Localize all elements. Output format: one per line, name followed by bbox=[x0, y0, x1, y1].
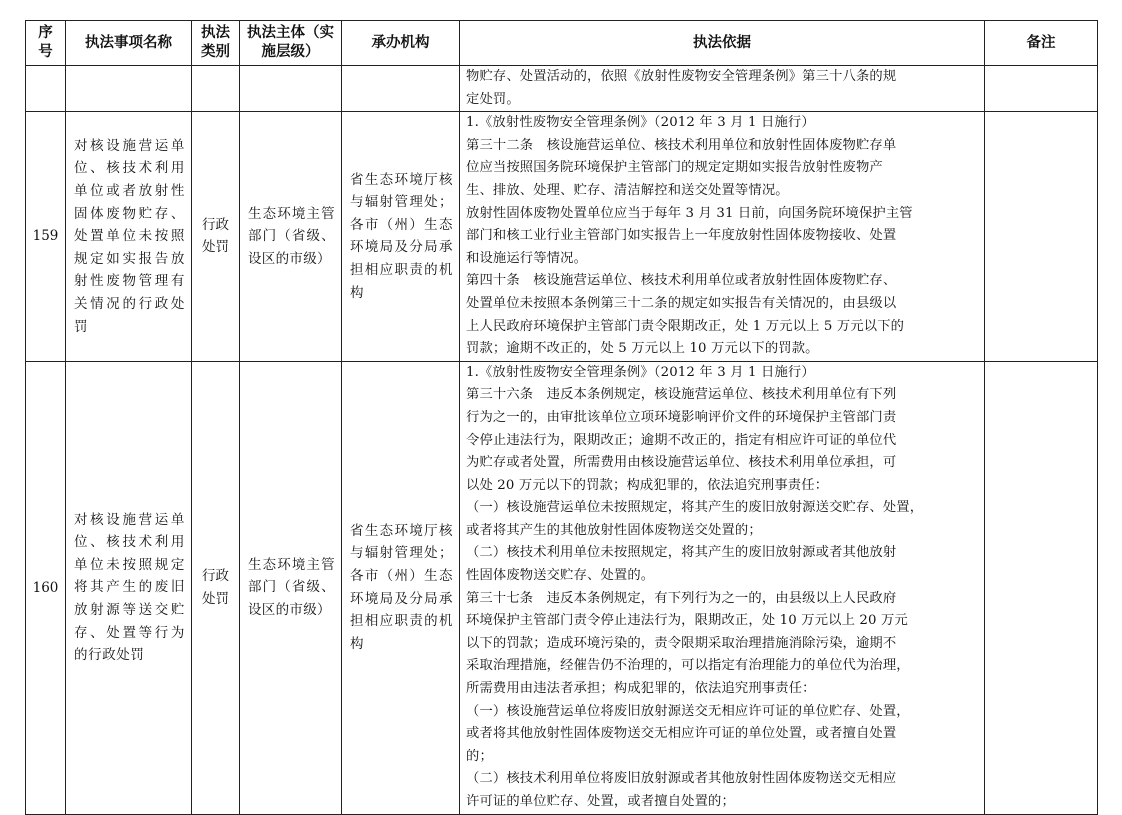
cont-category-cell bbox=[192, 66, 240, 112]
enforcement-items-table bbox=[25, 20, 1098, 815]
handling-office: 省生态环境厅核与辐射管理处；各市（州）生态环境局及分局承担相应职责的机构 bbox=[350, 171, 453, 301]
remark-cell bbox=[985, 112, 1098, 362]
category-cell bbox=[192, 112, 240, 362]
basis-line: 所需费用由违法者承担；构成犯罪的，依法追究刑事责任： bbox=[466, 681, 816, 697]
header-subject: 执法主体（实施层级） bbox=[240, 21, 342, 66]
basis-line: 第三十二条 核设施营运单位、核技术利用单位和放射性固体废物贮存单 bbox=[466, 137, 897, 153]
basis-line: （一）核设施营运单位未按照规定，将其产生的废旧放射源送交贮存、处置， bbox=[466, 500, 924, 516]
item-name: 对核设施营运单位、核技术利用单位未按照规定将其产生的废旧放射源等送交贮存、处置等行为的行政处罚 bbox=[74, 511, 185, 664]
cont-subject-cell bbox=[240, 66, 342, 112]
basis-line: 以处 20 万元以下的罚款；构成犯罪的，依法追究刑事责任： bbox=[466, 477, 829, 493]
basis-line: 的； bbox=[466, 748, 493, 764]
cont-office-cell bbox=[342, 66, 460, 112]
basis-line: 第三十七条 违反本条例规定，有下列行为之一的，由县级以上人民政府 bbox=[466, 590, 897, 606]
enforcement-subject: 生态环境主管部门（省级、设区的市级） bbox=[248, 556, 335, 618]
basis-line: 生、排放、处理、贮存、清洁解控和送交处置等情况。 bbox=[466, 182, 789, 198]
subject-cell bbox=[240, 361, 342, 814]
basis-line: 1.《放射性废物安全管理条例》（2012 年 3 月 1 日施行） bbox=[466, 364, 815, 380]
header-basis: 执法依据 bbox=[460, 21, 985, 66]
basis-line: 以下的罚款；造成环境污染的，责令限期采取治理措施消除污染，逾期不 bbox=[466, 635, 897, 651]
table-row bbox=[26, 112, 1098, 362]
handling-office: 省生态环境厅核与辐射管理处；各市（州）生态环境局及分局承担相应职责的机构 bbox=[350, 522, 453, 652]
basis-line: 1.《放射性废物安全管理条例》（2012 年 3 月 1 日施行） bbox=[466, 115, 815, 131]
basis-line: 第四十条 核设施营运单位、核技术利用单位或者放射性固体废物贮存、 bbox=[466, 273, 897, 289]
basis-line: 或者将其产生的其他放射性固体废物送交处置的； bbox=[466, 522, 762, 538]
row-number: 160 bbox=[26, 361, 66, 814]
basis-line: 部门和核工业行业主管部门如实报告上一年度放射性固体废物接收、处置 bbox=[466, 228, 897, 244]
table-header-row bbox=[26, 21, 1098, 66]
basis-line: 放射性固体废物处置单位应当于每年 3 月 31 日前，向国务院环境保护主管 bbox=[466, 205, 913, 221]
basis-line: 物贮存、处置活动的，依照《放射性废物安全管理条例》第三十八条的规 bbox=[466, 69, 897, 84]
category: 行政处罚 bbox=[202, 216, 229, 256]
basis-line: （二）核技术利用单位将废旧放射源或者其他放射性固体废物送交无相应 bbox=[466, 771, 897, 787]
table-row bbox=[26, 361, 1098, 814]
category-cell bbox=[192, 361, 240, 814]
basis-line: 罚款；逾期不改正的，处 5 万元以上 10 万元以下的罚款。 bbox=[466, 341, 819, 357]
header-remark: 备注 bbox=[985, 21, 1098, 66]
header-no: 序号 bbox=[26, 21, 66, 66]
subject-cell bbox=[240, 112, 342, 362]
cont-name-cell bbox=[66, 66, 192, 112]
basis-line: 上人民政府环境保护主管部门责令限期改正，处 1 万元以上 5 万元以下的 bbox=[466, 318, 905, 334]
item-name: 对核设施营运单位、核技术利用单位或者放射性固体废物贮存、处置单位未按照规定如实报告放射性废物管理有关情况的行政处罚 bbox=[74, 137, 185, 335]
basis-cell bbox=[460, 361, 985, 814]
header-item-name: 执法事项名称 bbox=[66, 21, 192, 66]
office-cell bbox=[342, 112, 460, 362]
row-number: 159 bbox=[26, 112, 66, 362]
basis-line: 定处罚。 bbox=[466, 91, 520, 107]
basis-line: （二）核技术利用单位未按照规定，将其产生的废旧放射源或者其他放射 bbox=[466, 545, 897, 561]
basis-line: 采取治理措施，经催告仍不治理的，可以指定有治理能力的单位代为治理， bbox=[466, 658, 910, 674]
cont-basis-cell bbox=[460, 66, 985, 112]
basis-line: 令停止违法行为，限期改正；逾期不改正的，指定有相应许可证的单位代 bbox=[466, 432, 897, 448]
basis-line: 行为之一的，由审批该单位立项环境影响评价文件的环境保护主管部门责 bbox=[466, 409, 897, 425]
basis-line: 或者将其他放射性固体废物送交无相应许可证的单位处置，或者擅自处置 bbox=[466, 726, 897, 742]
basis-line: 和设施运行等情况。 bbox=[466, 250, 588, 266]
basis-line: 第三十六条 违反本条例规定，核设施营运单位、核技术利用单位有下列 bbox=[466, 387, 897, 403]
basis-line: 为贮存或者处置，所需费用由核设施营运单位、核技术利用单位承担，可 bbox=[466, 455, 897, 471]
basis-line: 位应当按照国务院环境保护主管部门的规定定期如实报告放射性废物产 bbox=[466, 160, 883, 176]
basis-line: 处置单位未按照本条例第三十二条的规定如实报告有关情况的，由县级以 bbox=[466, 295, 897, 311]
item-name-cell bbox=[66, 112, 192, 362]
cont-remark-cell bbox=[985, 66, 1098, 112]
table-row-continuation bbox=[26, 66, 1098, 112]
basis-cell bbox=[460, 112, 985, 362]
remark-cell bbox=[985, 361, 1098, 814]
header-category: 执法类别 bbox=[192, 21, 240, 66]
basis-line: 许可证的单位贮存、处置，或者擅自处置的； bbox=[466, 794, 735, 809]
basis-line: 性固体废物送交贮存、处置的。 bbox=[466, 568, 655, 584]
item-name-cell bbox=[66, 361, 192, 814]
enforcement-subject: 生态环境主管部门（省级、设区的市级） bbox=[248, 205, 335, 267]
office-cell bbox=[342, 361, 460, 814]
basis-line: 环境保护主管部门责令停止违法行为，限期改正，处 10 万元以上 20 万元 bbox=[466, 613, 908, 629]
header-office: 承办机构 bbox=[342, 21, 460, 66]
category: 行政处罚 bbox=[202, 568, 229, 607]
basis-line: （一）核设施营运单位将废旧放射源送交无相应许可证的单位贮存、处置， bbox=[466, 703, 910, 719]
cont-no-cell bbox=[26, 66, 66, 112]
